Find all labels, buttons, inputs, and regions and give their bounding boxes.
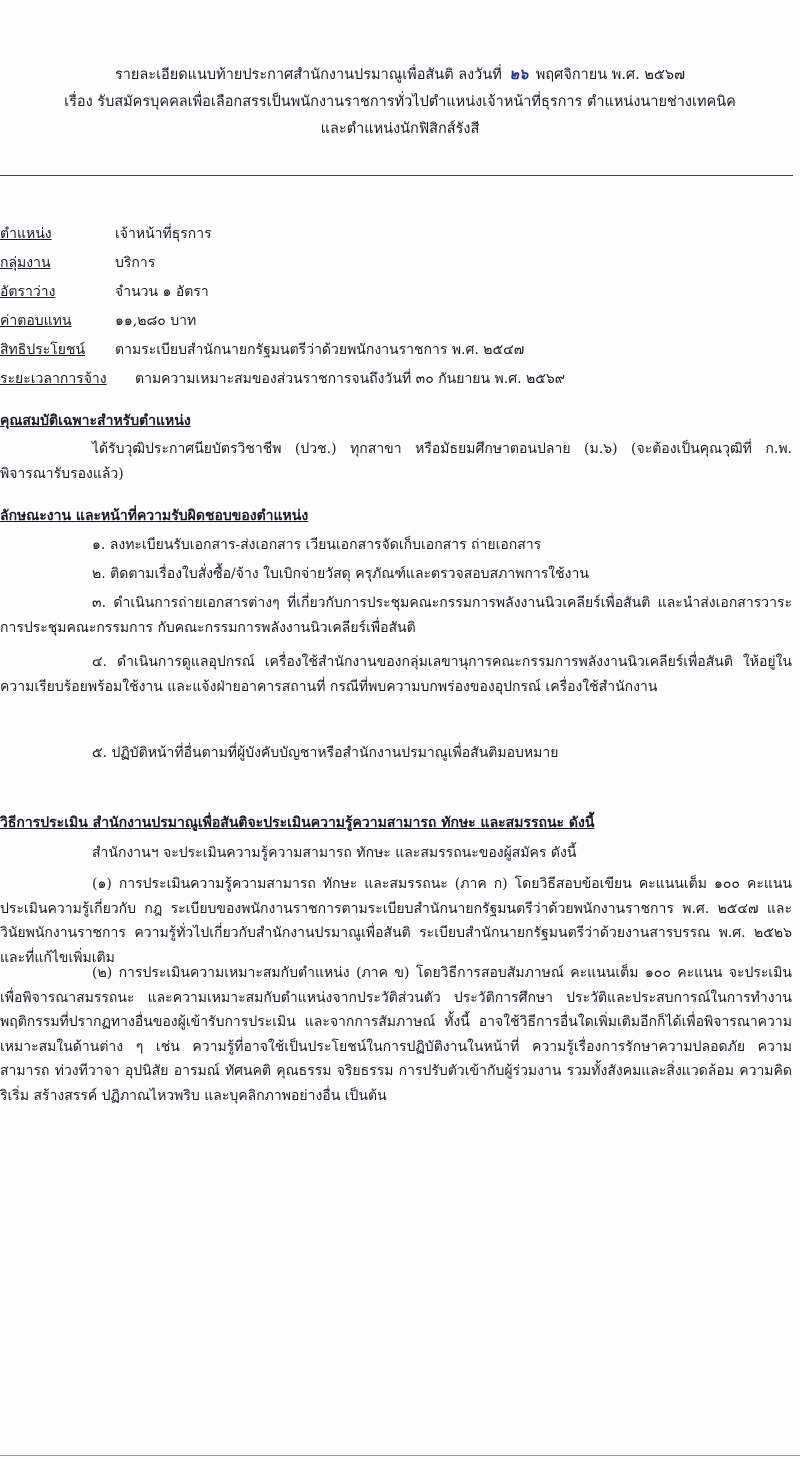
header-line-1-end: พฤศจิกายน พ.ศ. ๒๕๖๗ (535, 67, 685, 83)
field-value: ตามความเหมาะสมของส่วนราชการจนถึงวันที่ ๓๐ กันยายน พ.ศ. ๒๕๖๙ (135, 371, 565, 387)
evaluation-part-1: (๑) การประเมินความรู้ความสามารถ ทักษะ และสมรรถนะ (ภาค ก) โดยวิธีสอบข้อเขียน คะแนนเต็ม ๑๐๐ คะแนน ประเมินความรู้เกี่ยวกับ กฎ ระเบียบของพนักงานราชการตามระเบียบสำนักนายกรัฐมนตรีว่าด้วยพนักงานราชการ พ.ศ. ๒๕๔๗ และวินัยพนักงานราชการ ความรู้ทั่วไปเกี่ยวกับสำนักงานปรมาณูเพื่อสันติ ระเบียบสำนักนายกรัฐมนตรีว่าด้วยงานสารบรรณ พ.ศ. ๒๕๒๖ และที่แก้ไขเพิ่มเติม (0, 876, 792, 966)
field-label: สิทธิประโยชน์ (0, 342, 86, 358)
qualifications-heading: คุณสมบัติเฉพาะสำหรับตำแหน่ง (0, 413, 191, 429)
field-benefits (0, 338, 525, 362)
field-label: อัตราว่าง (0, 284, 56, 300)
field-label: ตำแหน่ง (0, 226, 52, 242)
duties-heading: ลักษณะงาน และหน้าที่ความรับผิดชอบของตำแหน่ง (0, 508, 309, 524)
evaluation-heading: วิธีการประเมิน สำนักงานปรมาณูเพื่อสันติจะประเมินความรู้ความสามารถ ทักษะ และสมรรถนะ ดังนี้ (0, 815, 595, 831)
header-divider (0, 175, 793, 176)
field-label: ระยะเวลาการจ้าง (0, 371, 107, 387)
duty-item-3: ๓. ดำเนินการถ่ายเอกสารต่างๆ ที่เกี่ยวกับการประชุมคณะกรรมการพลังงานนิวเคลียร์เพื่อสันติ และนำส่งเอกสารวาระการประชุมคณะกรรมการ กับคณะกรรมการพลังงานนิวเคลียร์เพื่อสันติ (0, 595, 792, 636)
header-line-1 (0, 62, 800, 89)
handwritten-date: ๒๖ (509, 67, 529, 83)
field-position (0, 222, 212, 246)
page-bottom-edge (0, 1455, 800, 1456)
document-header (0, 62, 800, 143)
field-value: ตามระเบียบสำนักนายกรัฐมนตรีว่าด้วยพนักงานราชการ พ.ศ. ๒๕๔๗ (115, 342, 525, 358)
evaluation-intro: สำนักงานฯ จะประเมินความรู้ความสามารถ ทักษะ และสมรรถนะของผู้สมัคร ดังนี้ (92, 845, 577, 861)
field-label: กลุ่มงาน (0, 255, 51, 271)
field-group (0, 251, 156, 275)
duty-item-5: ๕. ปฏิบัติหน้าที่อื่นตามที่ผู้บังคับบัญชาหรือสำนักงานปรมาณูเพื่อสันติมอบหมาย (92, 745, 559, 761)
header-subject-cont: และตำแหน่งนักฟิสิกส์รังสี (320, 121, 480, 137)
duty-item-4: ๔. ดำเนินการดูแลอุปกรณ์ เครื่องใช้สำนักงานของกลุ่มเลขานุการคณะกรรมการพลังงานนิวเคลียร์เพื่อสันติ ให้อยู่ในความเรียบร้อยพร้อมใช้งาน และแจ้งฝ่ายอาคารสถานที่ กรณีที่พบความบกพร่องของอุปกรณ์ เครื่องใช้สำนักงาน (0, 654, 792, 695)
header-subject: เรื่อง รับสมัครบุคคลเพื่อเลือกสรรเป็นพนักงานราชการทั่วไปตำแหน่งเจ้าหน้าที่ธุรการ ตำแหน่งนายช่างเทคนิค (64, 94, 736, 110)
field-value: บริการ (115, 255, 156, 271)
field-compensation (0, 309, 197, 333)
field-vacancy (0, 280, 209, 304)
duty-item-2: ๒. ติดตามเรื่องใบสั่งซื้อ/จ้าง ใบเบิกจ่ายวัสดุ ครุภัณฑ์และตรวจสอบสภาพการใช้งาน (92, 566, 589, 582)
evaluation-part-2: (๒) การประเมินความเหมาะสมกับตำแหน่ง (ภาค ข) โดยวิธีการสอบสัมภาษณ์ คะแนนเต็ม ๑๐๐ คะแนน จะประเมินเพื่อพิจารณาสมรรถนะ และความเหมาะสมกับตำแหน่งจากประวัติส่วนตัว ประวัติการศึกษา ประวัติและประสบการณ์ในการทำงาน พฤติกรรมที่ปรากฏทางอื่นของผู้เข้ารับการประเมิน และจากการสัมภาษณ์ ทั้งนี้ อาจใช้วิธีการอื่นใดเพิ่มเติมอีกก็ได้เพื่อพิจารณาความเหมาะสมในด้านต่าง ๆ เช่น ความรู้ที่อาจใช้เป็นประโยชน์ในการปฏิบัติงานในหน้าที่ ความรู้เรื่องการรักษาความปลอดภัย ความสามารถ ท่วงทีวาจา อุปนิสัย อารมณ์ ทัศนคติ คุณธรรม จริยธรรม การปรับตัวเข้ากับผู้ร่วมงาน รวมทั้งสังคมและสิ่งแวดล้อม ความคิดริเริ่ม สร้างสรรค์ ปฏิภาณไหวพริบ และบุคลิกภาพอย่างอื่น เป็นต้น (0, 965, 792, 1104)
header-line-1-start: รายละเอียดแนบท้ายประกาศสำนักงานปรมาณูเพื่อสันติ ลงวันที่ (115, 67, 502, 83)
field-label: ค่าตอบแทน (0, 313, 72, 329)
field-value: ๑๑,๒๘๐ บาท (115, 313, 197, 329)
duty-item-1: ๑. ลงทะเบียนรับเอกสาร-ส่งเอกสาร เวียนเอกสารจัดเก็บเอกสาร ถ่ายเอกสาร (92, 537, 542, 553)
qualifications-text: ได้รับวุฒิประกาศนียบัตรวิชาชีพ (ปวช.) ทุกสาขา หรือมัธยมศึกษาตอนปลาย (ม.๖) (จะต้องเป็นคุณวุฒิที่ ก.พ. พิจารณารับรองแล้ว) (0, 441, 792, 482)
field-value: จำนวน ๑ อัตรา (115, 284, 209, 300)
field-employment-period (0, 367, 565, 391)
field-value: เจ้าหน้าที่ธุรการ (115, 226, 212, 242)
